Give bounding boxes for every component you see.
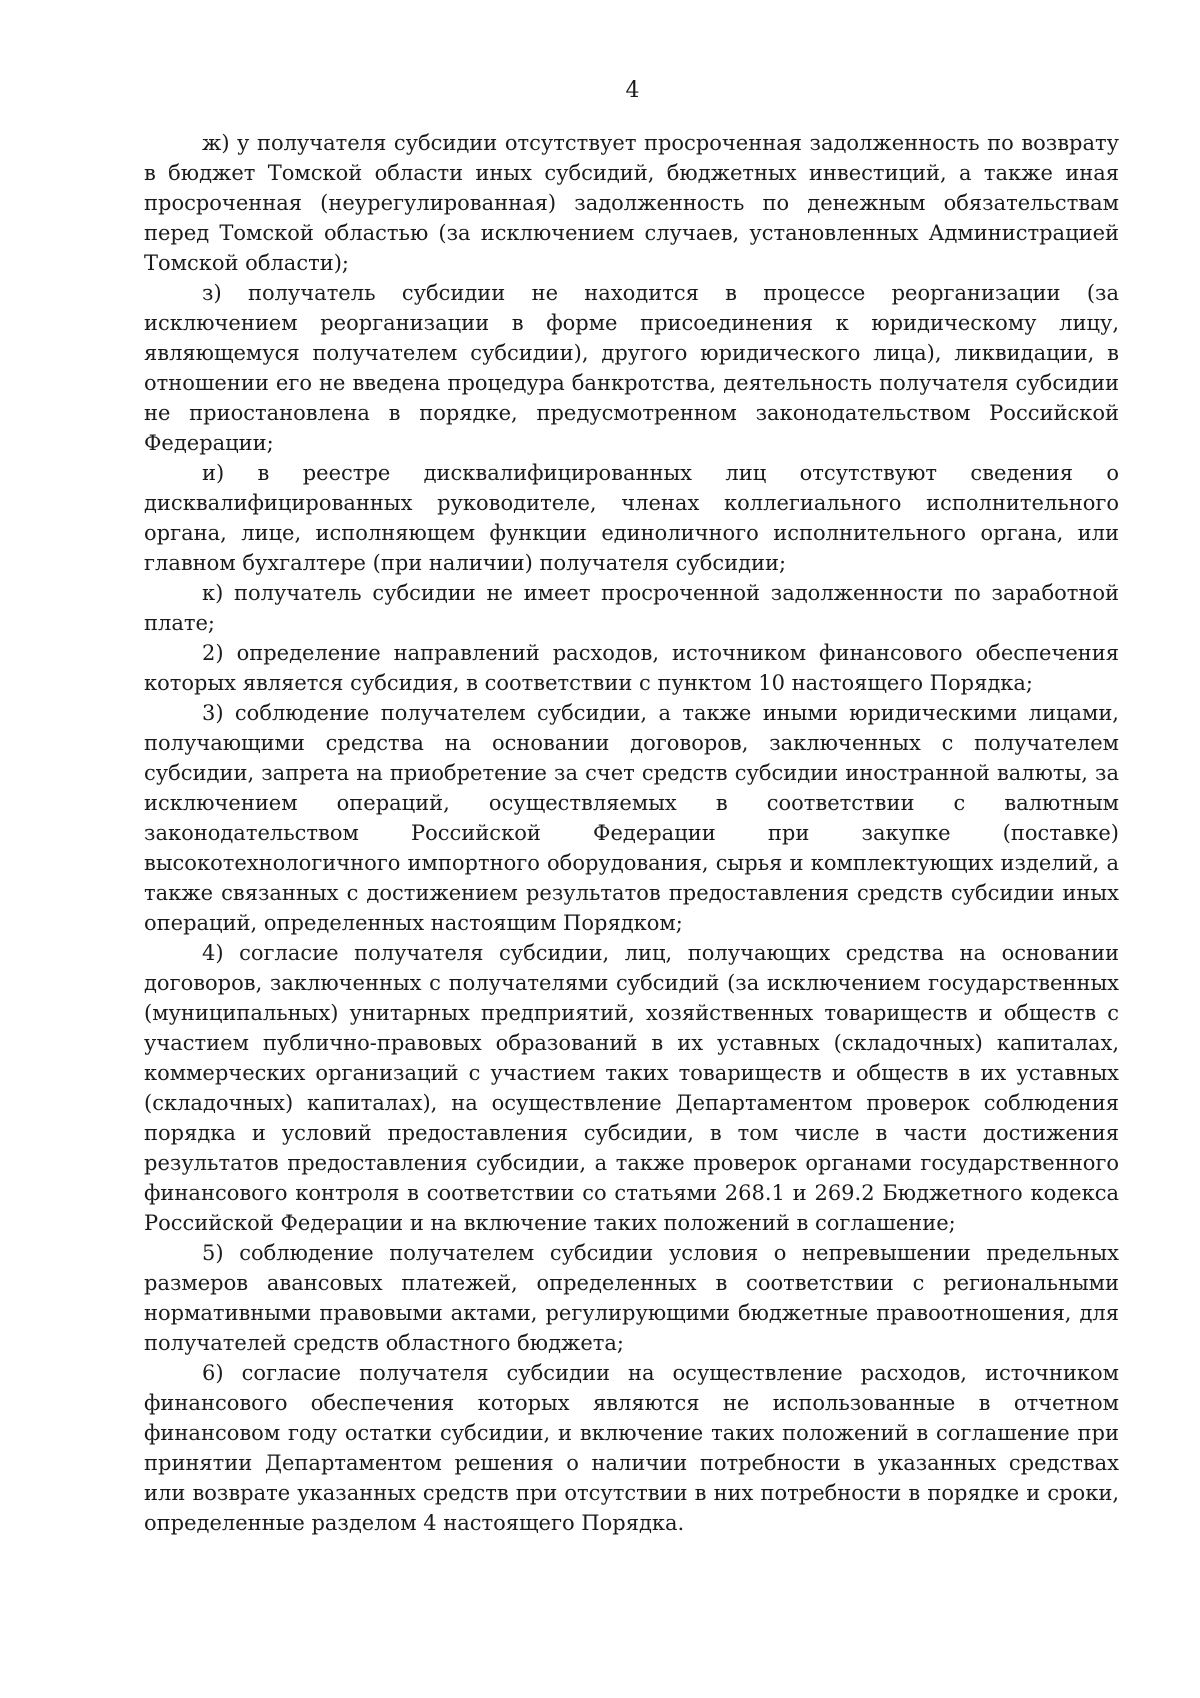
page-number: 4 (625, 78, 640, 103)
paragraph-2: 2) определение направлений расходов, источником финансового обеспечения которых является субсидия, в соответствии с пунктом 10 настоящего Порядка; (144, 641, 1119, 695)
paragraph-4: 4) согласие получателя субсидии, лиц, получающих средства на основании договоров, заключенных с получателями субсидий (за исключением государственных (муниципальных) унитарных предприятий, хозяйственных товариществ и обществ с участием публично-правовых образований в их уставных (складочных) капиталах, коммерческих организаций с участием таких товариществ и обществ в их уставных (складочных) капиталах), на осуществление Департаментом проверок соблюдения порядка и условий предоставления субсидии, в том числе в части достижения результатов предоставления субсидии, а также проверок органами государственного финансового контроля в соответствии со статьями 268.1 и 269.2 Бюджетного кодекса Российской Федерации и на включение таких положений в соглашение; (144, 941, 1119, 1235)
paragraph-z: з) получатель субсидии не находится в процессе реорганизации (за исключением реорганизации в форме присоединения к юридическому лицу, являющемуся получателем субсидии), другого юридического лица), ликвидации, в отношении его не введена процедура банкротства, деятельность получателя субсидии не приостановлена в порядке, предусмотренном законодательством Российской Федерации; (144, 281, 1119, 455)
paragraph-6: 6) согласие получателя субсидии на осуществление расходов, источником финансового обеспечения которых являются не использованные в отчетном финансовом году остатки субсидии, и включение таких положений в соглашение при принятии Департаментом решения о наличии потребности в указанных средствах или возврате указанных средств при отсутствии в них потребности в порядке и сроки, определенные разделом 4 настоящего Порядка. (144, 1361, 1119, 1535)
paragraph-k: к) получатель субсидии не имеет просроченной задолженности по заработной плате; (144, 581, 1119, 635)
document-body (144, 128, 1119, 1538)
paragraph-5: 5) соблюдение получателем субсидии условия о непревышении предельных размеров авансовых платежей, определенных в соответствии с региональными нормативными правовыми актами, регулирующими бюджетные правоотношения, для получателей средств областного бюджета; (144, 1241, 1119, 1355)
paragraph-3: 3) соблюдение получателем субсидии, а также иными юридическими лицами, получающими средства на основании договоров, заключенных с получателем субсидии, запрета на приобретение за счет средств субсидии иностранной валюты, за исключением операций, осуществляемых в соответствии с валютным законодательством Российской Федерации при закупке (поставке) высокотехнологичного импортного оборудования, сырья и комплектующих изделий, а также связанных с достижением результатов предоставления средств субсидии иных операций, определенных настоящим Порядком; (144, 701, 1119, 935)
paragraph-zh: ж) у получателя субсидии отсутствует просроченная задолженность по возврату в бюджет Томской области иных субсидий, бюджетных инвестиций, а также иная просроченная (неурегулированная) задолженность по денежным обязательствам перед Томской областью (за исключением случаев, установленных Администрацией Томской области); (144, 131, 1119, 275)
paragraph-i: и) в реестре дисквалифицированных лиц отсутствуют сведения о дисквалифицированных руководителе, членах коллегиального исполнительного органа, лице, исполняющем функции единоличного исполнительного органа, или главном бухгалтере (при наличии) получателя субсидии; (144, 461, 1119, 575)
